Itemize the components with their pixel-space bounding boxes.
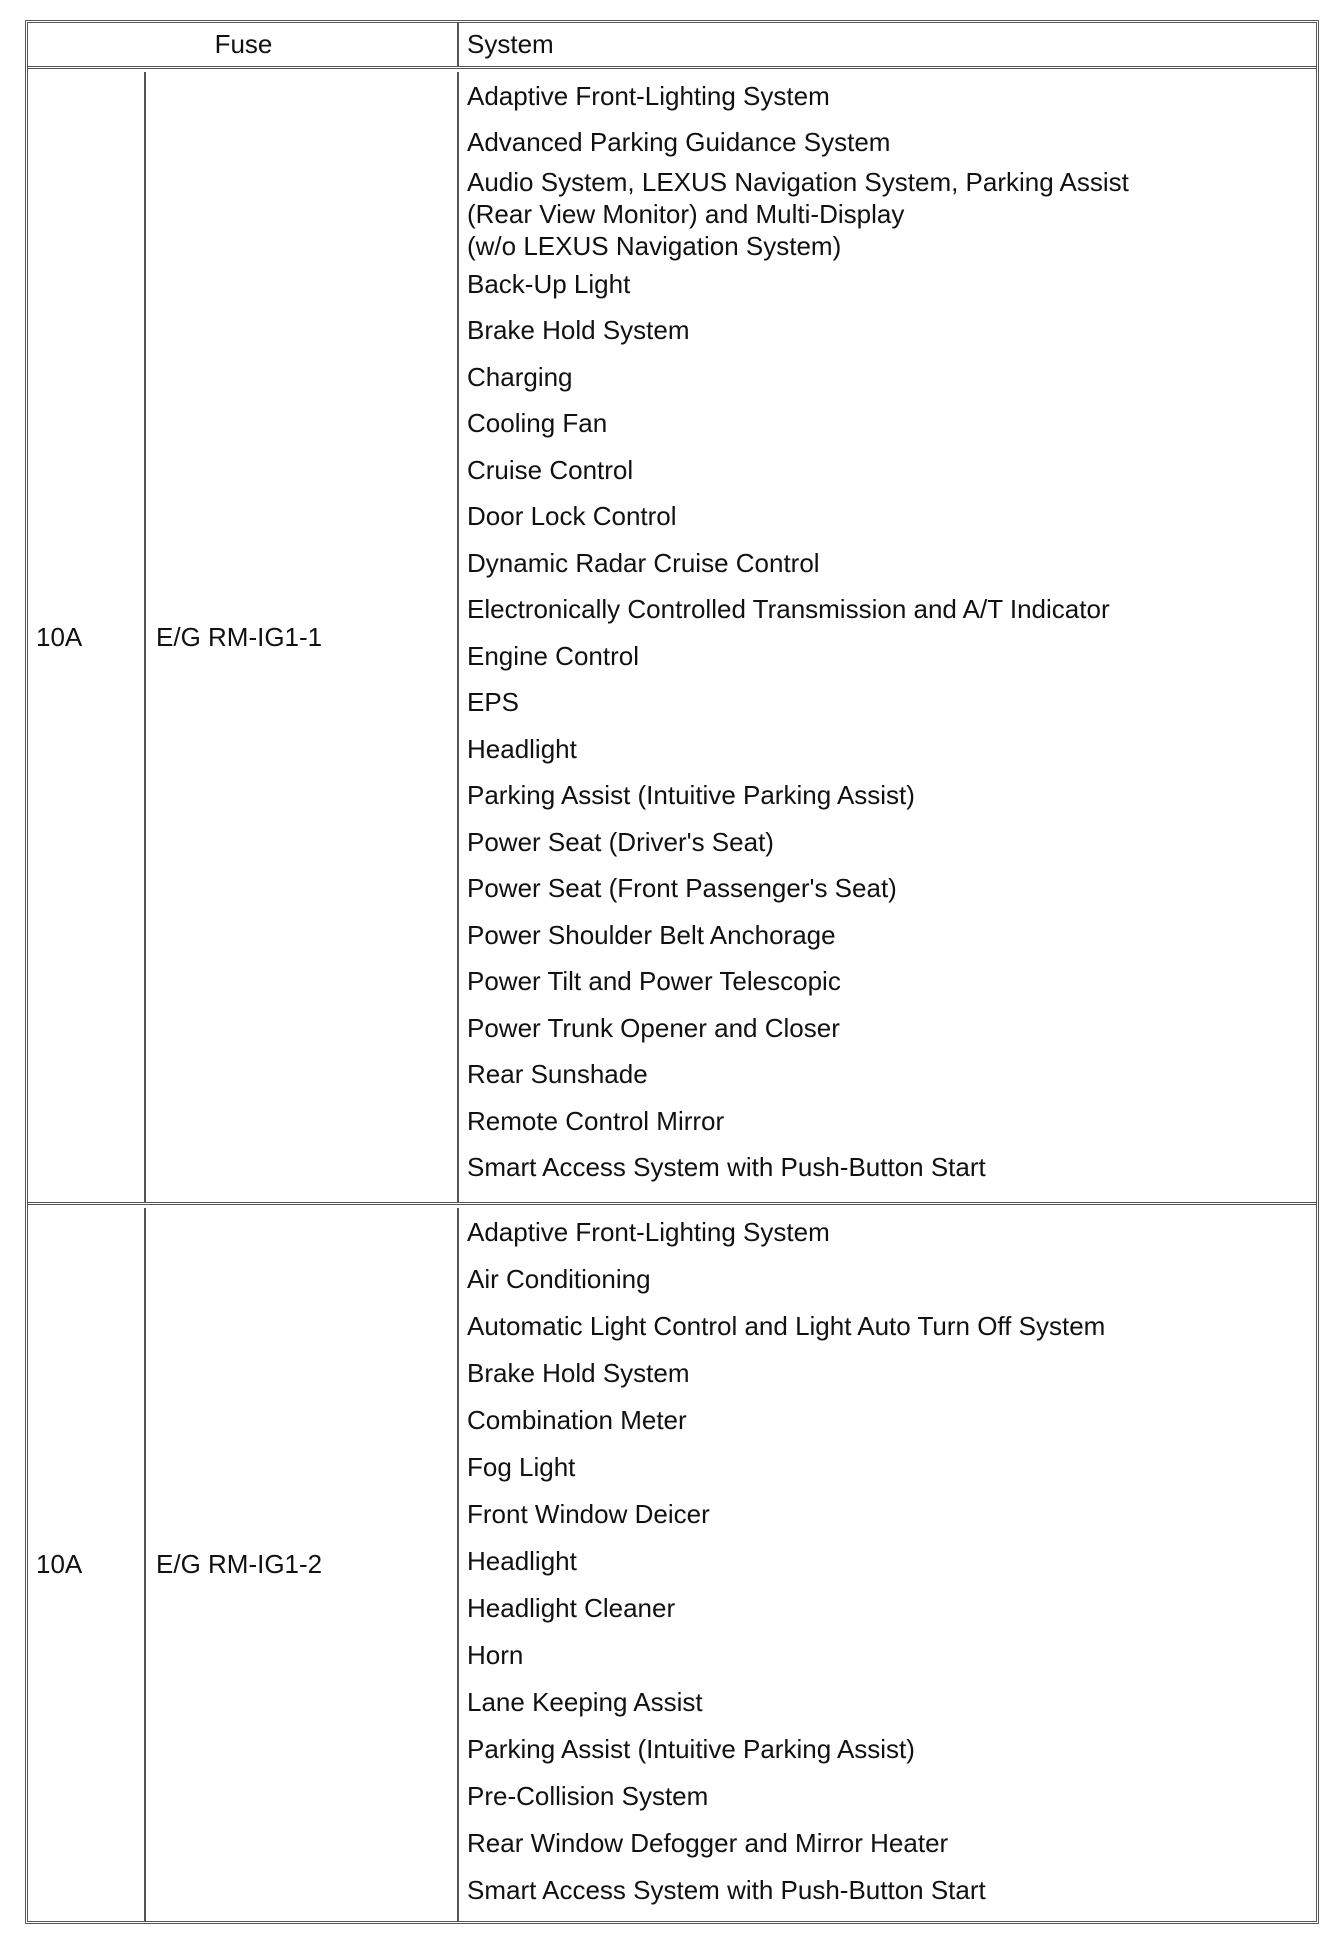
system-column-header bbox=[459, 23, 1316, 66]
system-item: Smart Access System with Push-Button Start bbox=[467, 1152, 986, 1182]
system-item: Power Trunk Opener and Closer bbox=[467, 1013, 840, 1043]
fuse-amperage: 10A bbox=[36, 621, 83, 652]
system-item: Horn bbox=[467, 1640, 524, 1670]
system-item: Remote Control Mirror bbox=[467, 1106, 725, 1136]
system-item: Air Conditioning bbox=[467, 1264, 651, 1294]
system-item: Brake Hold System bbox=[467, 315, 690, 345]
fuse-header-label: Fuse bbox=[214, 29, 273, 59]
system-item: Fog Light bbox=[467, 1452, 576, 1482]
fuse-table bbox=[25, 20, 1319, 1924]
system-item: Adaptive Front-Lighting System bbox=[467, 1217, 830, 1247]
table-row bbox=[28, 72, 1316, 1205]
system-header-label: System bbox=[467, 29, 554, 59]
system-item: Electronically Controlled Transmission and A/T Indicator bbox=[467, 594, 1110, 624]
system-item: Parking Assist (Intuitive Parking Assist) bbox=[467, 780, 915, 810]
table-header-row bbox=[28, 23, 1316, 69]
fuse-amperage: 10A bbox=[36, 1549, 83, 1579]
fuse-name: E/G RM-IG1-2 bbox=[156, 1549, 323, 1579]
system-item: Headlight bbox=[467, 1546, 577, 1576]
system-item: Rear Window Defogger and Mirror Heater bbox=[467, 1828, 949, 1858]
system-item: Engine Control bbox=[467, 641, 639, 671]
system-item: Parking Assist (Intuitive Parking Assist) bbox=[467, 1734, 915, 1764]
system-list bbox=[459, 72, 1316, 1202]
system-item: Brake Hold System bbox=[467, 1358, 690, 1388]
system-item: Audio System, LEXUS Navigation System, Parking Assist (Rear View Monitor) and Multi-Display (w/o LEXUS Navigation System) bbox=[467, 167, 1129, 261]
system-item: Smart Access System with Push-Button Start bbox=[467, 1875, 986, 1905]
system-item: Adaptive Front-Lighting System bbox=[467, 81, 830, 111]
system-item: Dynamic Radar Cruise Control bbox=[467, 548, 820, 578]
system-list bbox=[459, 1208, 1316, 1921]
system-item: Advanced Parking Guidance System bbox=[467, 127, 891, 157]
system-item: Power Seat (Front Passenger's Seat) bbox=[467, 873, 897, 903]
system-item: Cooling Fan bbox=[467, 408, 608, 438]
system-item: Power Tilt and Power Telescopic bbox=[467, 966, 841, 996]
fuse-name: E/G RM-IG1-1 bbox=[156, 621, 323, 652]
system-item: Combination Meter bbox=[467, 1405, 687, 1435]
system-item: Back-Up Light bbox=[467, 269, 631, 299]
system-item: Charging bbox=[467, 362, 573, 392]
system-item: Door Lock Control bbox=[467, 501, 677, 531]
system-item: Power Shoulder Belt Anchorage bbox=[467, 920, 836, 950]
fuse-column-header bbox=[28, 23, 459, 66]
system-item: Headlight Cleaner bbox=[467, 1593, 676, 1623]
system-item: Lane Keeping Assist bbox=[467, 1687, 703, 1717]
system-item: EPS bbox=[467, 687, 520, 717]
system-item: Rear Sunshade bbox=[467, 1059, 648, 1089]
system-item: Pre-Collision System bbox=[467, 1781, 709, 1811]
system-item: Power Seat (Driver's Seat) bbox=[467, 827, 774, 857]
table-row bbox=[28, 1208, 1316, 1921]
system-item: Automatic Light Control and Light Auto Turn Off System bbox=[467, 1311, 1106, 1341]
system-item: Headlight bbox=[467, 734, 577, 764]
system-item: Cruise Control bbox=[467, 455, 634, 485]
system-item: Front Window Deicer bbox=[467, 1499, 710, 1529]
